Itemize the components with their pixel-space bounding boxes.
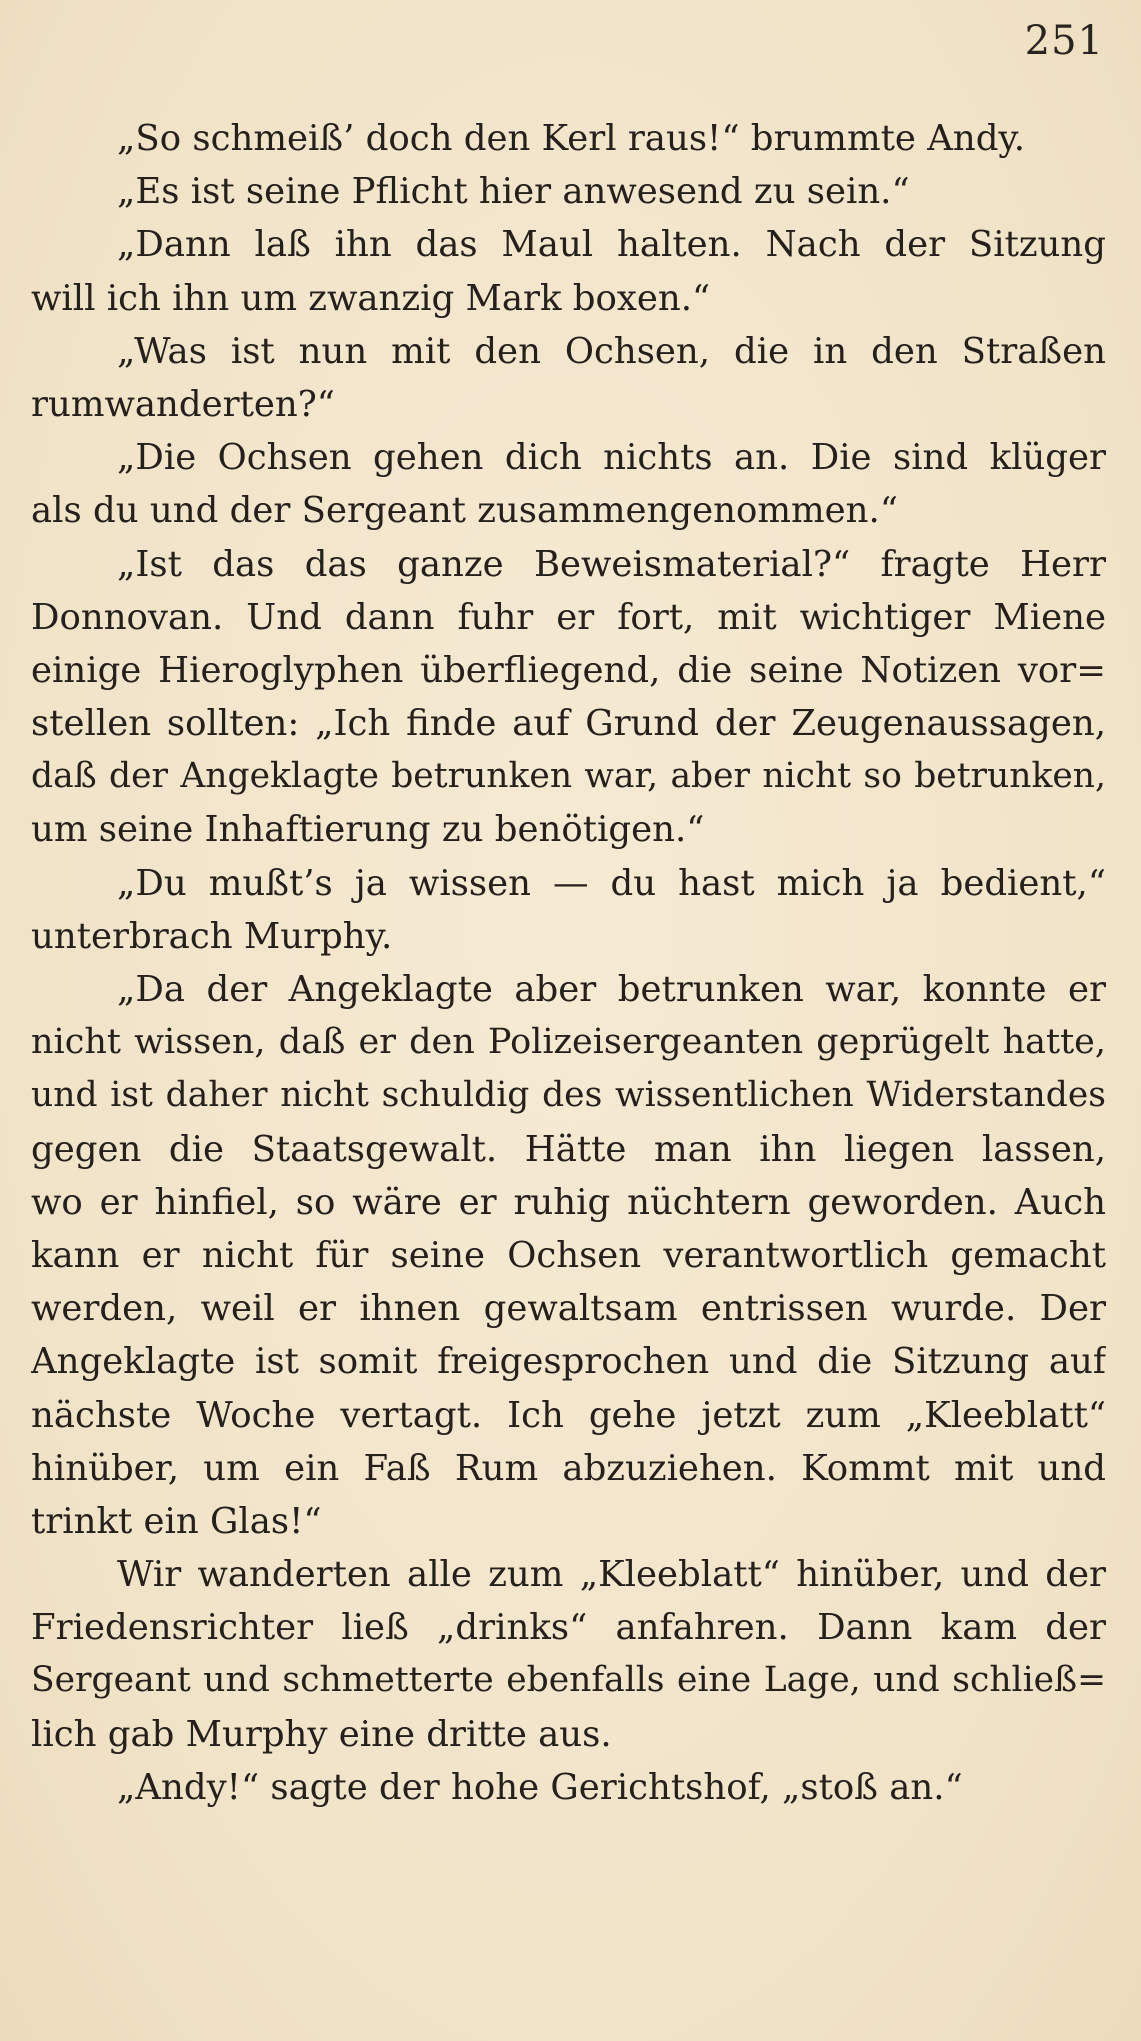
- page-number: 251: [1024, 18, 1104, 64]
- text-line: „Dann laß ihn das Maul halten. Nach der Sitzung: [117, 224, 1106, 266]
- text-line: einige Hieroglyphen überfliegend, die seine Notizen vor=: [31, 649, 1106, 691]
- text-line: nächste Woche vertagt. Ich gehe jetzt zum „Kleeblatt“: [31, 1394, 1106, 1436]
- text-line: lich gab Murphy eine dritte aus.: [31, 1713, 612, 1755]
- text-line: werden, weil er ihnen gewaltsam entrissen wurde. Der: [31, 1288, 1106, 1330]
- text-line: will ich ihn um zwanzig Mark boxen.“: [31, 277, 711, 319]
- text-line: „Ist das das ganze Beweismaterial?“ fragte Herr: [117, 543, 1106, 585]
- text-line: wo er hinfiel, so wäre er ruhig nüchtern geworden. Auch: [31, 1181, 1106, 1223]
- text-line: als du und der Sergeant zusammengenommen.“: [31, 490, 898, 532]
- text-line: und ist daher nicht schuldig des wissentlichen Widerstandes: [31, 1075, 1106, 1116]
- text-line: „Was ist nun mit den Ochsen, die in den Straßen: [117, 330, 1106, 372]
- body-text: [31, 112, 1106, 1814]
- text-line: Sergeant und schmetterte ebenfalls eine Lage, und schließ=: [31, 1660, 1106, 1701]
- text-line: kann er nicht für seine Ochsen verantwortlich gemacht: [31, 1234, 1106, 1276]
- text-line: Donnovan. Und dann fuhr er fort, mit wichtiger Miene: [31, 596, 1106, 638]
- text-line: stellen sollten: „Ich finde auf Grund der Zeugenaussagen,: [31, 703, 1106, 745]
- text-line: Wir wanderten alle zum „Kleeblatt“ hinüber, und der: [117, 1554, 1106, 1596]
- text-line: „Es ist seine Pflicht hier anwesend zu sein.“: [117, 171, 910, 213]
- text-line: rumwanderten?“: [31, 383, 335, 425]
- text-line: „So schmeiß’ doch den Kerl raus!“ brummte Andy.: [117, 118, 1026, 159]
- text-line: trinkt ein Glas!“: [31, 1500, 322, 1542]
- text-line: hinüber, um ein Faß Rum abzuziehen. Kommt mit und: [31, 1447, 1106, 1489]
- text-line: unterbrach Murphy.: [31, 915, 393, 957]
- text-line: „Da der Angeklagte aber betrunken war, konnte er: [117, 969, 1106, 1010]
- text-line: „Die Ochsen gehen dich nichts an. Die sind klüger: [117, 437, 1106, 479]
- text-line: „Andy!“ sagte der hohe Gerichtshof, „stoß an.“: [117, 1766, 963, 1808]
- text-line: Friedensrichter ließ „drinks“ anfahren. Dann kam der: [31, 1607, 1106, 1649]
- text-line: nicht wissen, daß er den Polizeisergeanten geprügelt hatte,: [31, 1022, 1106, 1063]
- text-line: Angeklagte ist somit freigesprochen und die Sitzung auf: [31, 1341, 1106, 1383]
- text-line: daß der Angeklagte betrunken war, aber nicht so betrunken,: [31, 756, 1106, 797]
- text-line: „Du mußt’s ja wissen — du hast mich ja bedient,“: [117, 862, 1106, 904]
- text-line: um seine Inhaftierung zu benötigen.“: [31, 809, 705, 851]
- text-line: gegen die Staatsgewalt. Hätte man ihn liegen lassen,: [31, 1128, 1106, 1170]
